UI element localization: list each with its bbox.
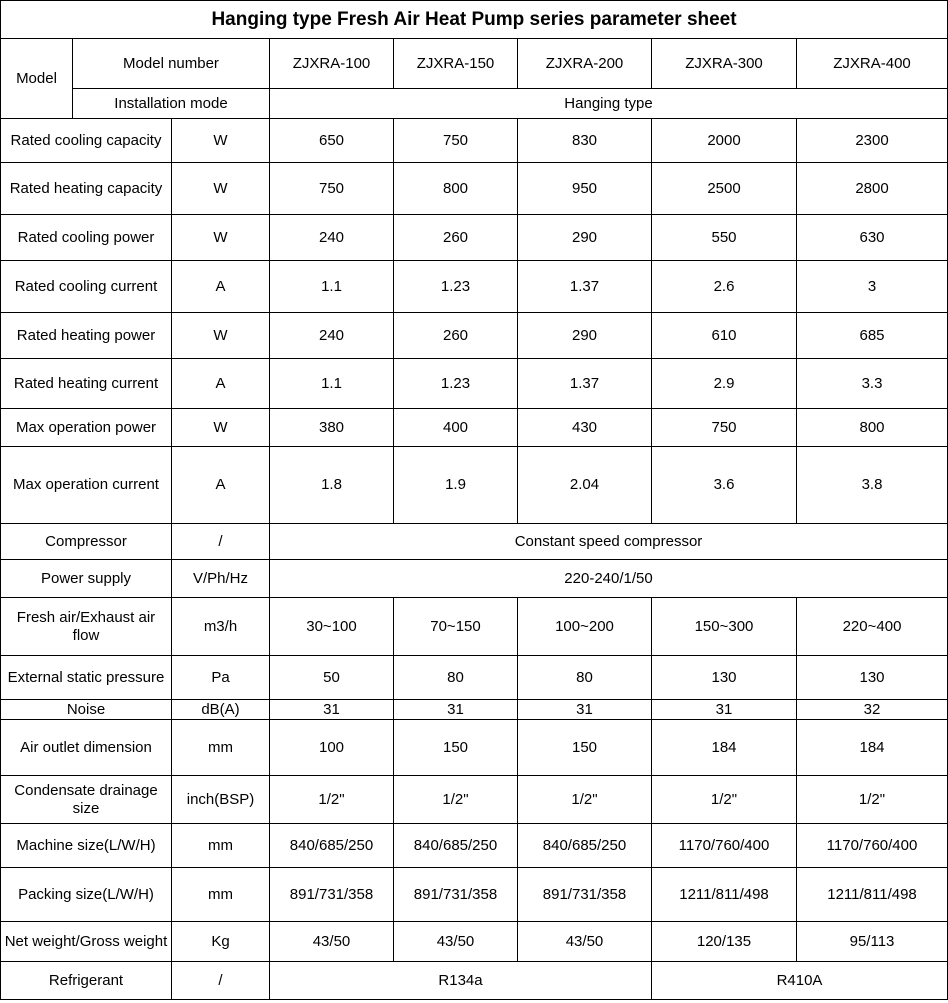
table-row (1, 824, 948, 868)
param-value: 750 (394, 119, 518, 163)
param-value: 1/2" (797, 776, 948, 824)
param-value: 1.8 (270, 447, 394, 524)
param-label: Rated heating current (1, 359, 172, 409)
param-label: Rated cooling power (1, 215, 172, 261)
param-value: 100 (270, 720, 394, 776)
param-value: 80 (518, 656, 652, 700)
param-value: 800 (797, 409, 948, 447)
table-row (1, 359, 948, 409)
table-row (1, 524, 948, 560)
param-group-value: R410A (652, 962, 948, 1000)
param-value: 2500 (652, 163, 797, 215)
param-value: 430 (518, 409, 652, 447)
param-value: 80 (394, 656, 518, 700)
param-label: Fresh air/Exhaust air flow (1, 598, 172, 656)
param-value: 1/2" (270, 776, 394, 824)
table-row (1, 776, 948, 824)
param-value: 130 (797, 656, 948, 700)
table-row (1, 409, 948, 447)
table-row (1, 922, 948, 962)
param-value: 240 (270, 215, 394, 261)
param-value: 1170/760/400 (797, 824, 948, 868)
model-name: ZJXRA-150 (394, 39, 518, 89)
param-unit: mm (172, 720, 270, 776)
param-label: Air outlet dimension (1, 720, 172, 776)
model-group-label: Model (1, 39, 73, 119)
model-number-label: Model number (73, 39, 270, 89)
param-value: 31 (394, 700, 518, 720)
param-unit: V/Ph/Hz (172, 560, 270, 598)
param-value: 2300 (797, 119, 948, 163)
param-value: 800 (394, 163, 518, 215)
param-label: Rated cooling current (1, 261, 172, 313)
param-unit: A (172, 447, 270, 524)
table-row (1, 313, 948, 359)
param-unit: inch(BSP) (172, 776, 270, 824)
table-row (1, 447, 948, 524)
param-unit: / (172, 962, 270, 1000)
param-value: 1/2" (518, 776, 652, 824)
param-value: 32 (797, 700, 948, 720)
param-value: 1211/811/498 (797, 868, 948, 922)
param-value: 840/685/250 (394, 824, 518, 868)
param-unit: dB(A) (172, 700, 270, 720)
param-merged-value: Constant speed compressor (270, 524, 948, 560)
param-value: 550 (652, 215, 797, 261)
param-label: Condensate drainage size (1, 776, 172, 824)
param-label: Rated cooling capacity (1, 119, 172, 163)
param-value: 610 (652, 313, 797, 359)
param-label: Rated heating power (1, 313, 172, 359)
table-row (1, 261, 948, 313)
param-value: 380 (270, 409, 394, 447)
param-unit: A (172, 359, 270, 409)
param-unit: W (172, 163, 270, 215)
param-label: Net weight/Gross weight (1, 922, 172, 962)
param-label: Rated heating capacity (1, 163, 172, 215)
table-row (1, 868, 948, 922)
param-value: 95/113 (797, 922, 948, 962)
param-label: Max operation current (1, 447, 172, 524)
param-label: Compressor (1, 524, 172, 560)
param-value: 1.23 (394, 261, 518, 313)
param-value: 1.1 (270, 261, 394, 313)
param-unit: W (172, 215, 270, 261)
param-value: 2.04 (518, 447, 652, 524)
param-value: 70~150 (394, 598, 518, 656)
param-unit: mm (172, 868, 270, 922)
table-row (1, 720, 948, 776)
param-value: 43/50 (270, 922, 394, 962)
param-value: 2800 (797, 163, 948, 215)
param-unit: mm (172, 824, 270, 868)
model-name: ZJXRA-300 (652, 39, 797, 89)
installation-mode-label: Installation mode (73, 89, 270, 119)
table-row (1, 560, 948, 598)
param-merged-value: 220-240/1/50 (270, 560, 948, 598)
parameter-rows (1, 119, 948, 1000)
param-label: Packing size(L/W/H) (1, 868, 172, 922)
table-row (1, 656, 948, 700)
param-value: 891/731/358 (394, 868, 518, 922)
param-value: 240 (270, 313, 394, 359)
param-value: 120/135 (652, 922, 797, 962)
param-value: 1.37 (518, 359, 652, 409)
param-value: 891/731/358 (518, 868, 652, 922)
installation-mode-value: Hanging type (270, 89, 948, 119)
param-value: 184 (652, 720, 797, 776)
param-value: 650 (270, 119, 394, 163)
param-value: 3 (797, 261, 948, 313)
model-name: ZJXRA-100 (270, 39, 394, 89)
param-value: 150 (518, 720, 652, 776)
param-value: 43/50 (394, 922, 518, 962)
param-label: Noise (1, 700, 172, 720)
param-value: 400 (394, 409, 518, 447)
param-label: Max operation power (1, 409, 172, 447)
param-value: 3.6 (652, 447, 797, 524)
param-label: Power supply (1, 560, 172, 598)
param-value: 30~100 (270, 598, 394, 656)
param-value: 290 (518, 313, 652, 359)
table-row (1, 119, 948, 163)
param-value: 43/50 (518, 922, 652, 962)
param-value: 2.6 (652, 261, 797, 313)
sheet-title: Hanging type Fresh Air Heat Pump series parameter sheet (1, 1, 948, 39)
param-value: 1.23 (394, 359, 518, 409)
param-value: 1.37 (518, 261, 652, 313)
table-row (1, 700, 948, 720)
model-name: ZJXRA-400 (797, 39, 948, 89)
param-unit: W (172, 313, 270, 359)
param-value: 31 (518, 700, 652, 720)
param-value: 750 (270, 163, 394, 215)
param-unit: m3/h (172, 598, 270, 656)
param-value: 1/2" (394, 776, 518, 824)
param-value: 2000 (652, 119, 797, 163)
param-value: 1211/811/498 (652, 868, 797, 922)
param-value: 2.9 (652, 359, 797, 409)
param-group-value: R134a (270, 962, 652, 1000)
param-unit: W (172, 409, 270, 447)
param-value: 290 (518, 215, 652, 261)
param-value: 891/731/358 (270, 868, 394, 922)
param-value: 3.3 (797, 359, 948, 409)
param-unit: A (172, 261, 270, 313)
table-row (1, 163, 948, 215)
param-label: External static pressure (1, 656, 172, 700)
param-value: 1.9 (394, 447, 518, 524)
param-unit: / (172, 524, 270, 560)
table-row (1, 215, 948, 261)
param-value: 3.8 (797, 447, 948, 524)
param-unit: W (172, 119, 270, 163)
table-row (1, 598, 948, 656)
param-value: 130 (652, 656, 797, 700)
param-value: 840/685/250 (270, 824, 394, 868)
param-label: Machine size(L/W/H) (1, 824, 172, 868)
param-value: 750 (652, 409, 797, 447)
param-unit: Kg (172, 922, 270, 962)
param-value: 150~300 (652, 598, 797, 656)
param-value: 260 (394, 313, 518, 359)
param-value: 840/685/250 (518, 824, 652, 868)
param-unit: Pa (172, 656, 270, 700)
param-value: 260 (394, 215, 518, 261)
model-name: ZJXRA-200 (518, 39, 652, 89)
param-value: 1.1 (270, 359, 394, 409)
param-value: 100~200 (518, 598, 652, 656)
param-label: Refrigerant (1, 962, 172, 1000)
table-row (1, 962, 948, 1000)
param-value: 184 (797, 720, 948, 776)
param-value: 1170/760/400 (652, 824, 797, 868)
param-value: 220~400 (797, 598, 948, 656)
param-value: 830 (518, 119, 652, 163)
param-value: 50 (270, 656, 394, 700)
param-value: 150 (394, 720, 518, 776)
param-value: 1/2" (652, 776, 797, 824)
param-value: 31 (270, 700, 394, 720)
param-value: 31 (652, 700, 797, 720)
param-value: 685 (797, 313, 948, 359)
param-value: 630 (797, 215, 948, 261)
param-value: 950 (518, 163, 652, 215)
